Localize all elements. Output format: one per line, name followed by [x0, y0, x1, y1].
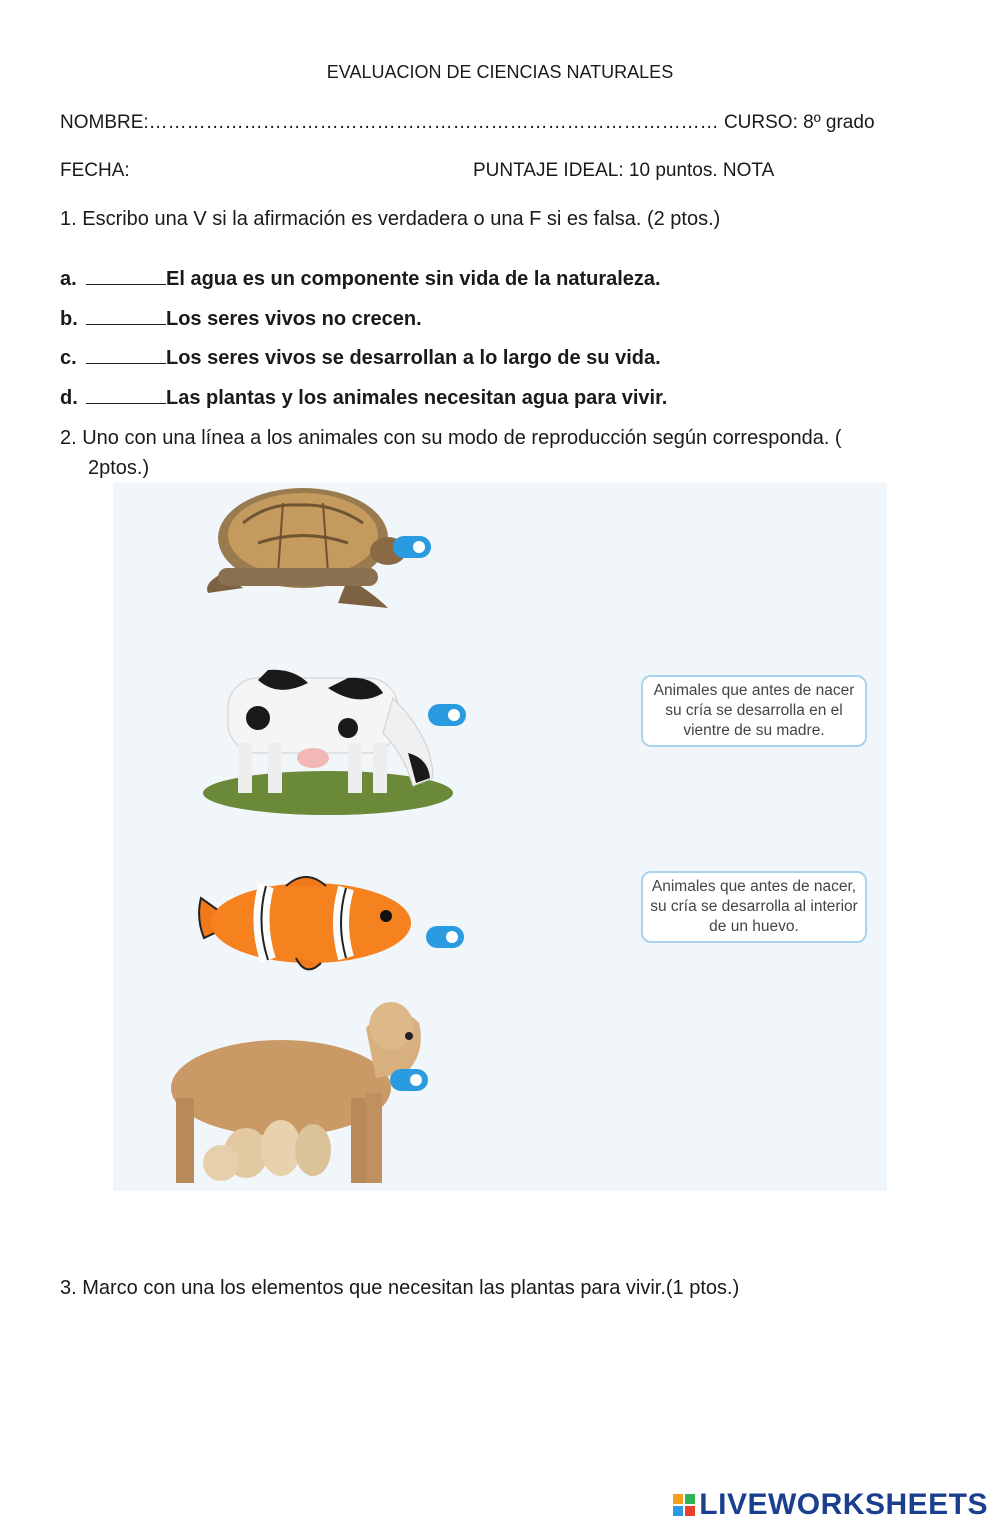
connector-dot-dog[interactable] [390, 1069, 428, 1091]
item-text: El agua es un componente sin vida de la naturaleza. [166, 268, 661, 290]
turtle-image [198, 483, 408, 618]
answer-blank-a[interactable] [86, 266, 166, 285]
tf-item-b [60, 306, 422, 331]
item-letter: c. [60, 347, 77, 369]
question-2-cont: 2ptos.) [88, 457, 150, 479]
item-text: Las plantas y los animales necesitan agua para vivir. [166, 387, 668, 409]
item-text: Los seres vivos no crecen. [166, 308, 422, 330]
item-letter: a. [60, 268, 77, 290]
liveworksheets-logo [673, 1488, 988, 1522]
question-3: 3. Marco con una los elementos que necesitan las plantas para vivir.(1 ptos.) [60, 1277, 740, 1299]
puntaje-label: PUNTAJE IDEAL: 10 puntos. NOTA [473, 160, 775, 181]
item-letter: d. [60, 387, 78, 409]
matching-panel [113, 483, 887, 1191]
connector-dot-fish[interactable] [426, 926, 464, 948]
answer-box-text: Animales que antes de nacer, su cría se desarrolla al interior de un huevo. [650, 878, 858, 935]
answer-box-viviparous[interactable] [641, 675, 867, 747]
tf-item-a [60, 266, 661, 291]
clownfish-image [196, 868, 421, 978]
answer-blank-b[interactable] [86, 306, 166, 325]
answer-box-oviparous[interactable] [641, 871, 867, 943]
tf-item-c [60, 345, 661, 370]
tf-item-d [60, 385, 667, 410]
question-2: 2. Uno con una línea a los animales con su modo de reproducción según corresponda. ( [60, 427, 842, 449]
connector-dot-cow[interactable] [428, 704, 466, 726]
page-title: EVALUACION DE CIENCIAS NATURALES [326, 62, 674, 82]
logo-grid-icon [673, 1494, 695, 1516]
connector-dot-turtle[interactable] [393, 536, 431, 558]
dog-with-puppies-image [151, 998, 431, 1188]
answer-blank-c[interactable] [86, 345, 166, 364]
cow-image [198, 658, 458, 823]
fecha-label: FECHA: [60, 160, 130, 181]
answer-blank-d[interactable] [86, 385, 166, 404]
answer-box-text: Animales que antes de nacer su cría se desarrolla en el vientre de su madre. [653, 682, 855, 739]
logo-text: LIVEWORKSHEETS [699, 1488, 988, 1521]
item-letter: b. [60, 308, 78, 330]
nombre-curso-line: NOMBRE:……………………………………………………………………………… CURSO: 8º grado [60, 112, 875, 133]
item-text: Los seres vivos se desarrollan a lo largo de su vida. [166, 347, 661, 369]
question-1: 1. Escribo una V si la afirmación es verdadera o una F si es falsa. (2 ptos.) [60, 208, 721, 230]
